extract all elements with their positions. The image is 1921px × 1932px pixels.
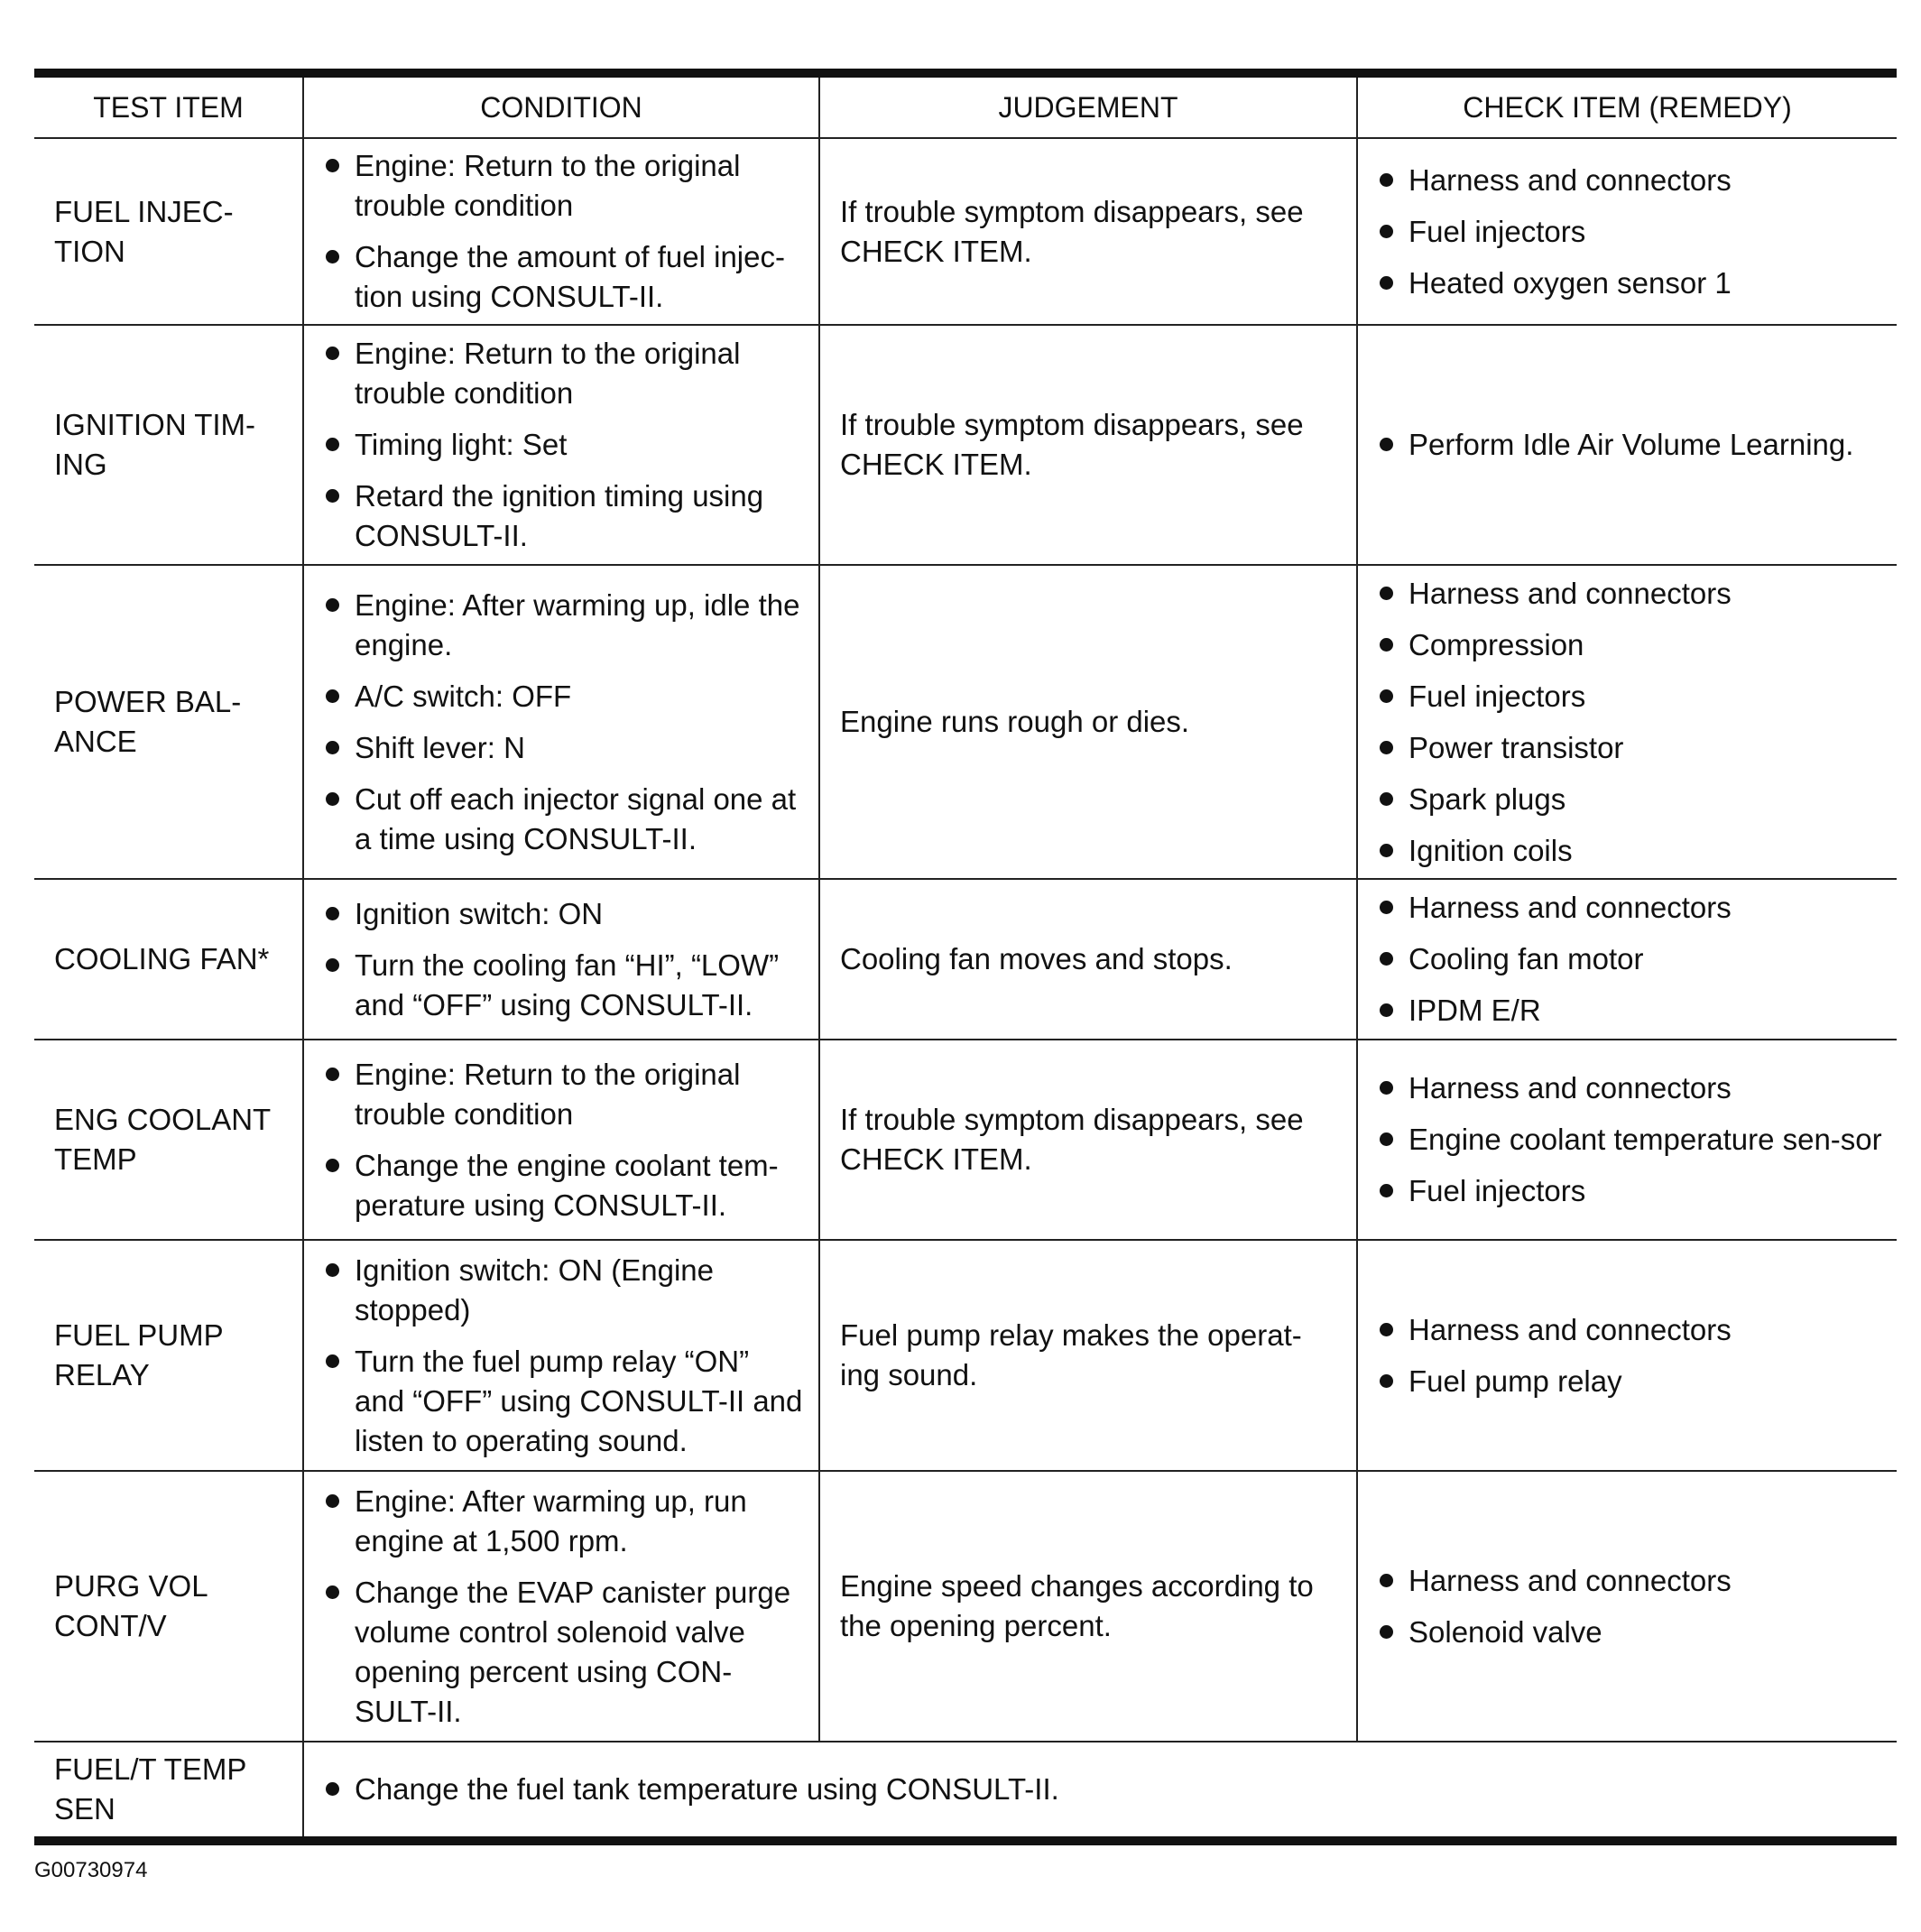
check-item: Harness and connectors bbox=[1378, 574, 1884, 614]
test-item-label: ENG COOLANT TEMP bbox=[54, 1103, 272, 1176]
condition-list bbox=[324, 146, 806, 317]
condition-cell bbox=[303, 1040, 819, 1240]
check-item: Harness and connectors bbox=[1378, 888, 1884, 928]
table-body bbox=[34, 138, 1897, 1841]
condition-item: Change the engine coolant tem-perature using CONSULT-II. bbox=[324, 1146, 806, 1225]
check-item: Ignition coils bbox=[1378, 831, 1884, 871]
condition-cell bbox=[303, 565, 819, 879]
condition-item: Ignition switch: ON (Engine stopped) bbox=[324, 1251, 806, 1330]
check-item-list bbox=[1378, 574, 1884, 871]
check-item: Fuel injectors bbox=[1378, 677, 1884, 716]
check-item-cell bbox=[1357, 879, 1897, 1040]
judgement-cell: Engine runs rough or dies. bbox=[819, 565, 1357, 879]
check-item: Engine coolant temperature sen-sor bbox=[1378, 1120, 1884, 1160]
check-item: IPDM E/R bbox=[1378, 991, 1884, 1031]
check-item-list bbox=[1378, 1068, 1884, 1211]
check-item: Fuel injectors bbox=[1378, 1171, 1884, 1211]
condition-list bbox=[324, 894, 806, 1025]
condition-item: Change the amount of fuel injec-tion using CONSULT-II. bbox=[324, 237, 806, 317]
table-row bbox=[34, 879, 1897, 1040]
test-item-label: COOLING FAN* bbox=[54, 942, 270, 975]
check-item-list bbox=[1378, 1310, 1884, 1401]
test-item-cell bbox=[34, 1040, 303, 1240]
test-item-cell bbox=[34, 1742, 303, 1841]
check-item: Compression bbox=[1378, 625, 1884, 665]
table-row bbox=[34, 1471, 1897, 1742]
condition-item: Retard the ignition timing using CONSULT-II. bbox=[324, 476, 806, 556]
condition-item: Engine: After warming up, run engine at 1,500 rpm. bbox=[324, 1482, 806, 1561]
condition-cell bbox=[303, 1240, 819, 1471]
condition-cell-spanning bbox=[303, 1742, 1897, 1841]
check-item-cell bbox=[1357, 1040, 1897, 1240]
check-item-cell bbox=[1357, 1471, 1897, 1742]
check-item-list bbox=[1378, 888, 1884, 1031]
condition-item: Ignition switch: ON bbox=[324, 894, 806, 934]
check-item-cell bbox=[1357, 565, 1897, 879]
judgement-cell: If trouble symptom disappears, see CHECK ITEM. bbox=[819, 138, 1357, 325]
condition-item: Change the EVAP canister purge volume control solenoid valve opening percent using CON-SULT-II. bbox=[324, 1573, 806, 1732]
test-item-cell bbox=[34, 325, 303, 565]
condition-item: Turn the cooling fan “HI”, “LOW” and “OFF” using CONSULT-II. bbox=[324, 946, 806, 1025]
check-item: Heated oxygen sensor 1 bbox=[1378, 263, 1884, 303]
check-item: Perform Idle Air Volume Learning. bbox=[1378, 425, 1884, 465]
check-item-list bbox=[1378, 161, 1884, 303]
test-item-cell bbox=[34, 565, 303, 879]
condition-item: Engine: Return to the original trouble condition bbox=[324, 146, 806, 226]
condition-cell bbox=[303, 138, 819, 325]
condition-cell bbox=[303, 325, 819, 565]
condition-item: Turn the fuel pump relay “ON” and “OFF” using CONSULT-II and listen to operating sound. bbox=[324, 1342, 806, 1461]
judgement-cell: Fuel pump relay makes the operat-ing sound. bbox=[819, 1240, 1357, 1471]
condition-list bbox=[324, 1055, 806, 1225]
condition-item: Shift lever: N bbox=[324, 728, 806, 768]
table-row bbox=[34, 565, 1897, 879]
test-item-cell bbox=[34, 1240, 303, 1471]
check-item-list bbox=[1378, 425, 1884, 465]
check-item: Harness and connectors bbox=[1378, 1310, 1884, 1350]
check-item-cell bbox=[1357, 325, 1897, 565]
figure-code: G00730974 bbox=[34, 1858, 148, 1882]
header-check-item: CHECK ITEM (REMEDY) bbox=[1357, 73, 1897, 138]
condition-cell bbox=[303, 879, 819, 1040]
test-item-label: IGNITION TIM- ING bbox=[54, 408, 256, 481]
test-item-cell bbox=[34, 1471, 303, 1742]
test-item-table bbox=[34, 69, 1897, 1845]
condition-item: Timing light: Set bbox=[324, 425, 806, 465]
judgement-cell: If trouble symptom disappears, see CHECK ITEM. bbox=[819, 1040, 1357, 1240]
test-item-cell bbox=[34, 138, 303, 325]
test-item-label: FUEL PUMP RELAY bbox=[54, 1318, 224, 1391]
judgement-cell: Cooling fan moves and stops. bbox=[819, 879, 1357, 1040]
condition-list bbox=[324, 1251, 806, 1461]
condition-list bbox=[324, 586, 806, 859]
test-item-label: FUEL INJEC- TION bbox=[54, 194, 234, 268]
check-item: Spark plugs bbox=[1378, 780, 1884, 819]
test-item-label: FUEL/T TEMP SEN bbox=[54, 1752, 247, 1826]
condition-list bbox=[324, 1770, 1884, 1809]
header-test-item: TEST ITEM bbox=[34, 73, 303, 138]
table-row bbox=[34, 1742, 1897, 1841]
check-item: Harness and connectors bbox=[1378, 1561, 1884, 1601]
judgement-cell: If trouble symptom disappears, see CHECK ITEM. bbox=[819, 325, 1357, 565]
check-item: Power transistor bbox=[1378, 728, 1884, 768]
header-condition: CONDITION bbox=[303, 73, 819, 138]
test-item-label: PURG VOL CONT/V bbox=[54, 1569, 208, 1642]
condition-list bbox=[324, 1482, 806, 1732]
header-judgement: JUDGEMENT bbox=[819, 73, 1357, 138]
check-item: Harness and connectors bbox=[1378, 1068, 1884, 1108]
table-header-row bbox=[34, 73, 1897, 138]
check-item: Cooling fan motor bbox=[1378, 939, 1884, 979]
condition-item: Cut off each injector signal one at a time using CONSULT-II. bbox=[324, 780, 806, 859]
table-row bbox=[34, 138, 1897, 325]
test-item-label: POWER BAL- ANCE bbox=[54, 685, 242, 758]
check-item: Fuel pump relay bbox=[1378, 1362, 1884, 1401]
check-item-list bbox=[1378, 1561, 1884, 1652]
condition-item: Change the fuel tank temperature using CONSULT-II. bbox=[324, 1770, 1884, 1809]
table-row bbox=[34, 1240, 1897, 1471]
check-item: Harness and connectors bbox=[1378, 161, 1884, 200]
condition-list bbox=[324, 334, 806, 556]
condition-cell bbox=[303, 1471, 819, 1742]
check-item: Fuel injectors bbox=[1378, 212, 1884, 252]
check-item-cell bbox=[1357, 1240, 1897, 1471]
condition-item: Engine: Return to the original trouble condition bbox=[324, 334, 806, 413]
condition-item: Engine: After warming up, idle the engine. bbox=[324, 586, 806, 665]
check-item-cell bbox=[1357, 138, 1897, 325]
table-row bbox=[34, 325, 1897, 565]
condition-item: A/C switch: OFF bbox=[324, 677, 806, 716]
test-item-cell bbox=[34, 879, 303, 1040]
condition-item: Engine: Return to the original trouble condition bbox=[324, 1055, 806, 1134]
judgement-cell: Engine speed changes according to the opening percent. bbox=[819, 1471, 1357, 1742]
table-row bbox=[34, 1040, 1897, 1240]
check-item: Solenoid valve bbox=[1378, 1613, 1884, 1652]
